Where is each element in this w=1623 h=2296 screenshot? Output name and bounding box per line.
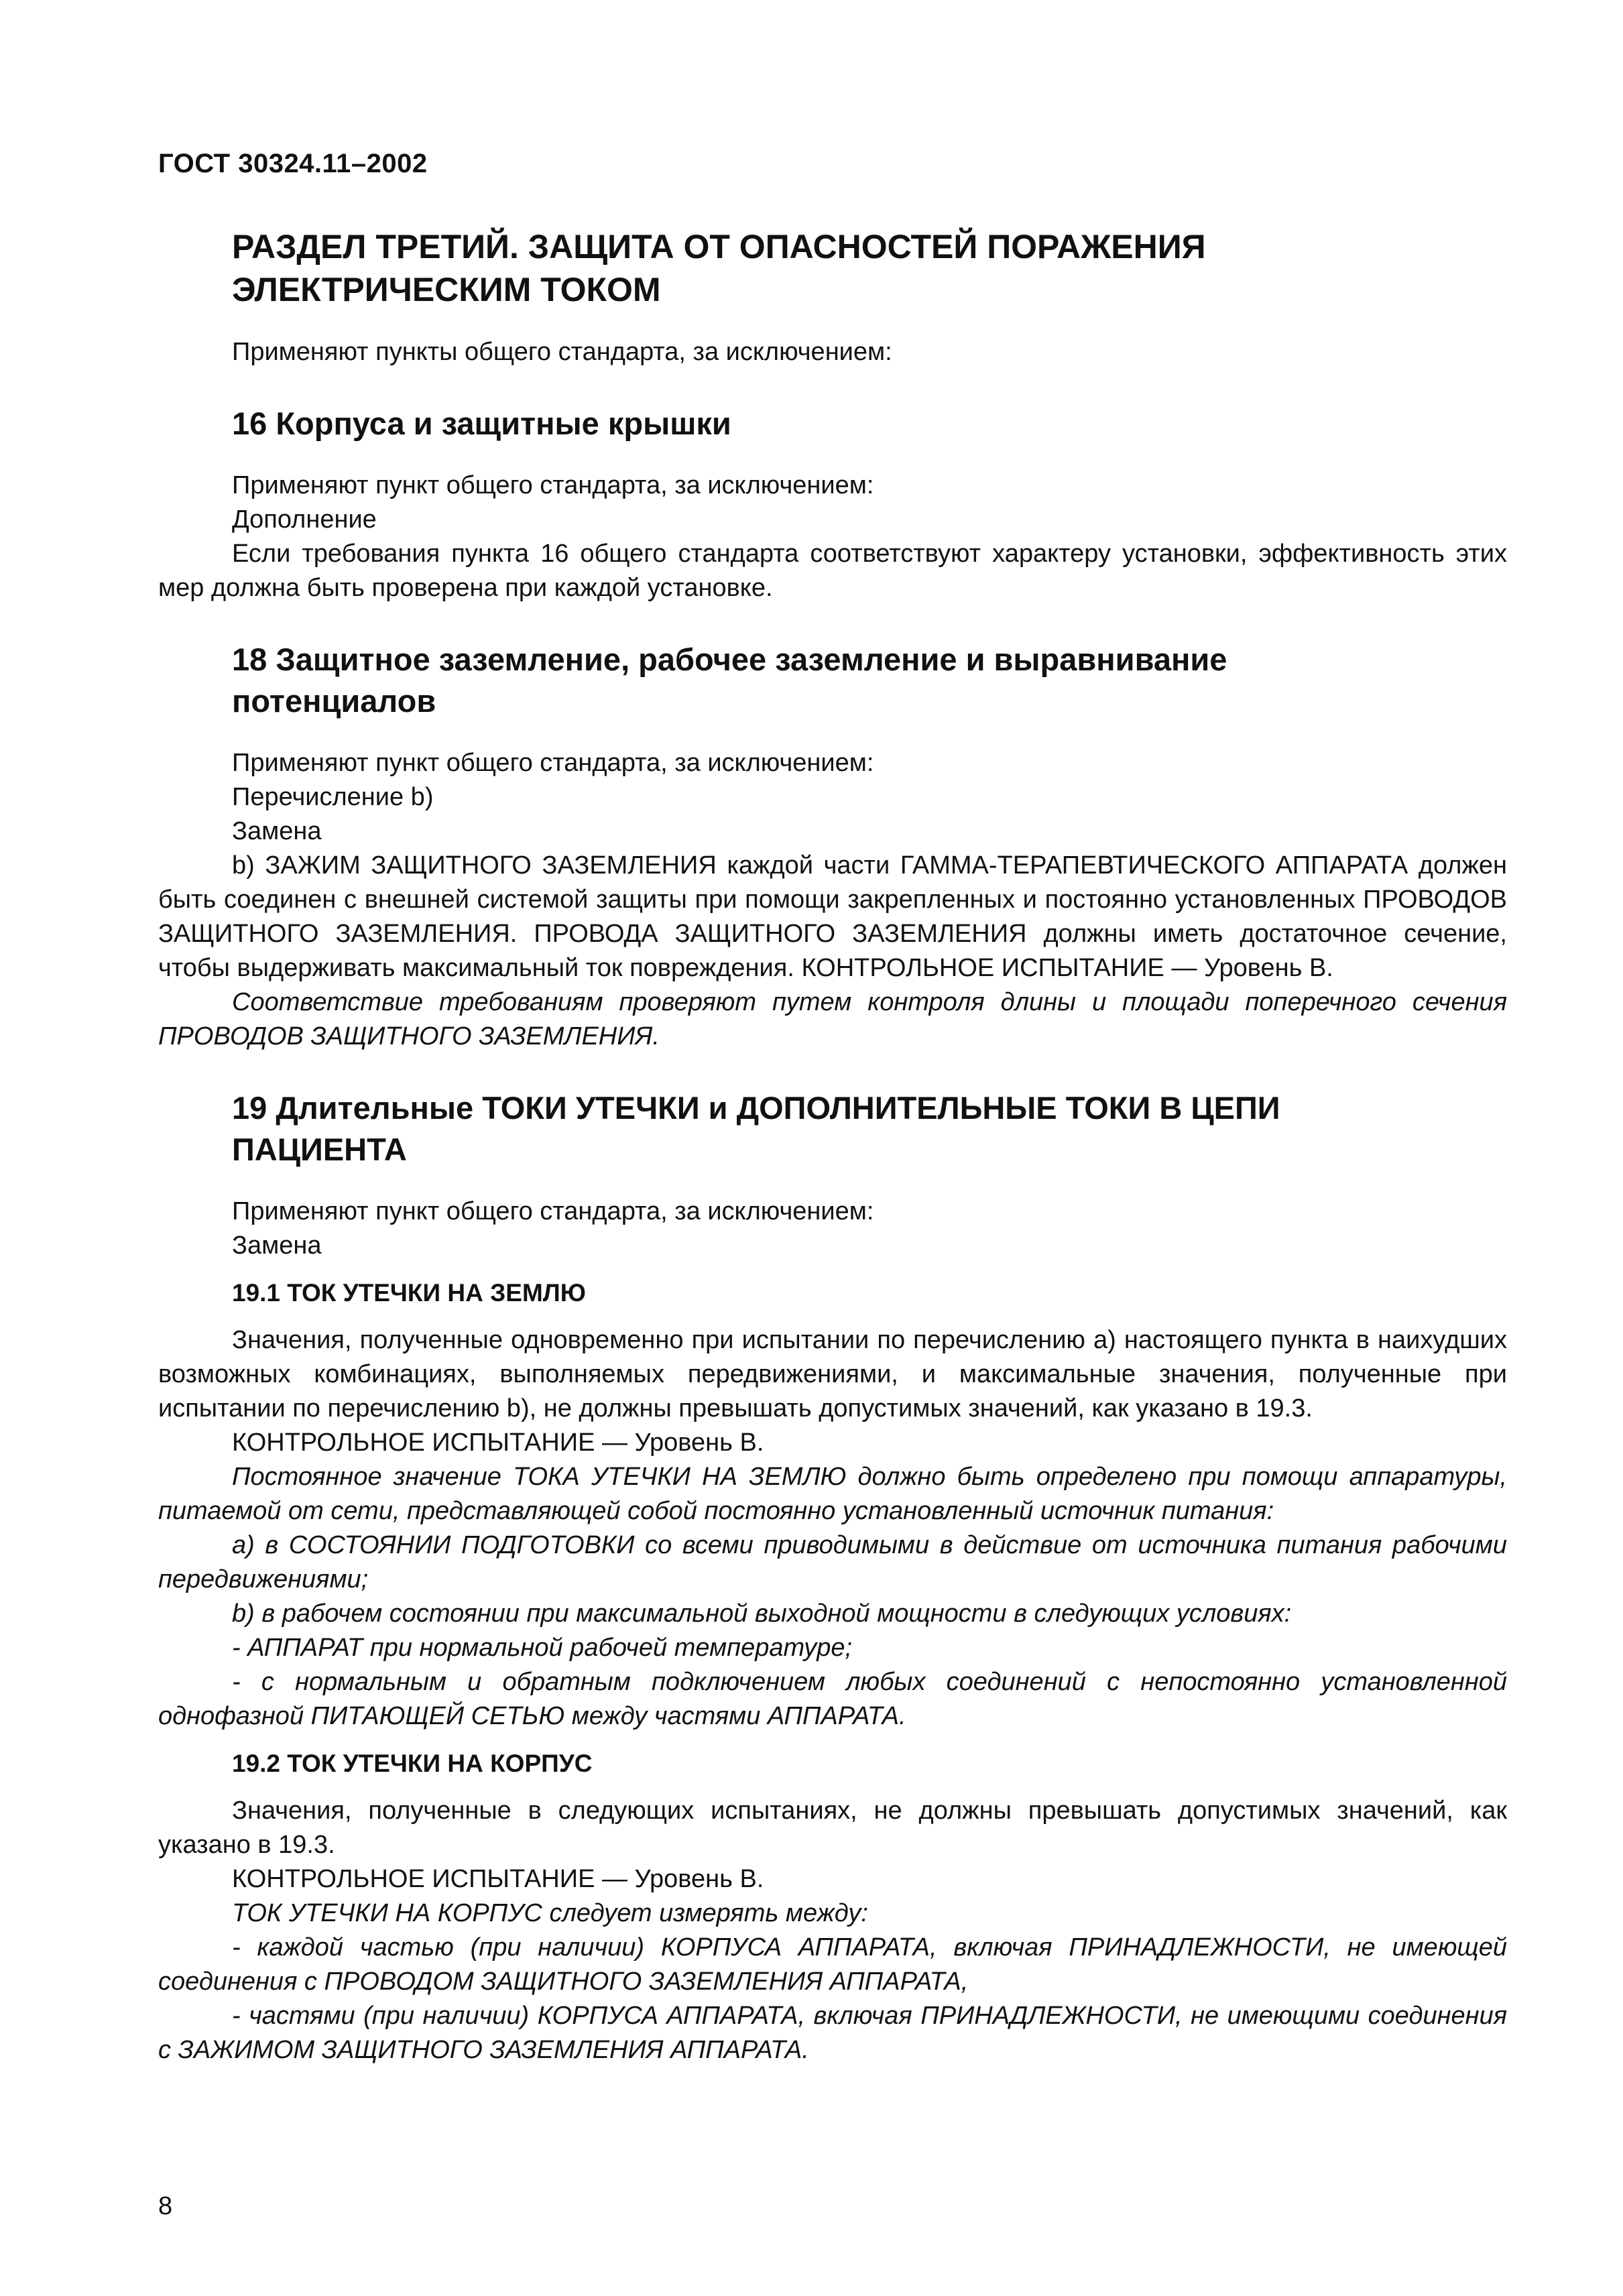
paragraph: Замена: [232, 817, 322, 845]
section-title-line: ЭЛЕКТРИЧЕСКИМ ТОКОМ: [232, 271, 661, 308]
paragraph: Значения, полученные одновременно при испытании по перечислению а) настоящего пункта в наихудших возможных комбинациях, выполняемых передвижениями, и максимальные значения, полученные при испытании по перечислению b), не должны превышать допустимых значений, как указано в 19.3.: [158, 1326, 1507, 1423]
paragraph-italic: - с нормальным и обратным подключением любых соединений с непостоянно установленной однофазной ПИТАЮЩЕЙ СЕТЬЮ между частями АППАРАТА.: [158, 1668, 1507, 1730]
section-title-line: РАЗДЕЛ ТРЕТИЙ. ЗАЩИТА ОТ ОПАСНОСТЕЙ ПОРАЖЕНИЯ: [232, 228, 1206, 265]
paragraph: Если требования пункта 16 общего стандарта соответствуют характеру установки, эффективность этих мер должна быть проверена при каждой установке.: [158, 540, 1507, 602]
paragraph: Применяют пункт общего стандарта, за исключением:: [232, 1197, 874, 1225]
clause-19-title: [232, 1087, 1507, 1170]
clause-title-line: ПАЦИЕНТА: [232, 1132, 407, 1167]
page-number: 8: [158, 2192, 173, 2220]
section-title: [232, 225, 1507, 311]
clause-16-title: 16 Корпуса и защитные крышки: [232, 406, 731, 441]
clause-title-line: 18 Защитное заземление, рабочее заземление и выравнивание: [232, 642, 1227, 677]
paragraph: Применяют пункт общего стандарта, за исключением:: [232, 471, 874, 499]
paragraph: b) ЗАЖИМ ЗАЩИТНОГО ЗАЗЕМЛЕНИЯ каждой части ГАММА-ТЕРАПЕВТИЧЕСКОГО АППАРАТА должен быть соединен с внешней системой защиты при помощи закрепленных и постоянно установленных ПРОВОДОВ ЗАЩИТНОГО ЗАЗЕМЛЕНИЯ. ПРОВОДА ЗАЩИТНОГО ЗАЗЕМЛЕНИЯ должны иметь достаточное сечение, чтобы выдерживать максимальный ток повреждения. КОНТРОЛЬНОЕ ИСПЫТАНИЕ — Уровень В.: [158, 851, 1507, 982]
paragraph: Применяют пункты общего стандарта, за исключением:: [232, 338, 892, 366]
clause-title-line: 19 Длительные ТОКИ УТЕЧКИ и ДОПОЛНИТЕЛЬНЫЕ ТОКИ В ЦЕПИ: [232, 1090, 1280, 1126]
standard-code-header: ГОСТ 30324.11–2002: [158, 149, 428, 178]
subclause-19-1-title: 19.1 ТОК УТЕЧКИ НА ЗЕМЛЮ: [232, 1279, 586, 1307]
paragraph-italic: Постоянное значение ТОКА УТЕЧКИ НА ЗЕМЛЮ должно быть определено при помощи аппаратуры, питаемой от сети, представляющей собой постоянно установленный источник питания:: [158, 1463, 1507, 1525]
clause-18-title: [232, 639, 1507, 722]
paragraph: Замена: [232, 1231, 322, 1260]
subclause-19-2-title: 19.2 ТОК УТЕЧКИ НА КОРПУС: [232, 1750, 593, 1777]
paragraph-italic: а) в СОСТОЯНИИ ПОДГОТОВКИ со всеми приводимыми в действие от источника питания рабочими передвижениями;: [158, 1531, 1507, 1593]
document-body: [158, 225, 1507, 2067]
paragraph: КОНТРОЛЬНОЕ ИСПЫТАНИЕ — Уровень В.: [232, 1429, 764, 1457]
paragraph: Значения, полученные в следующих испытаниях, не должны превышать допустимых значений, как указано в 19.3.: [158, 1797, 1507, 1859]
paragraph-italic: b) в рабочем состоянии при максимальной выходной мощности в следующих условиях:: [232, 1599, 1292, 1628]
paragraph: Дополнение: [232, 505, 377, 534]
paragraph-italic: - АППАРАТ при нормальной рабочей температуре;: [232, 1634, 853, 1662]
clause-title-line: потенциалов: [232, 683, 436, 719]
paragraph-italic: Соответствие требованиям проверяют путем контроля длины и площади поперечного сечения ПРОВОДОВ ЗАЩИТНОГО ЗАЗЕМЛЕНИЯ.: [158, 988, 1507, 1050]
paragraph: Применяют пункт общего стандарта, за исключением:: [232, 749, 874, 777]
paragraph: Перечисление b): [232, 783, 434, 811]
paragraph: КОНТРОЛЬНОЕ ИСПЫТАНИЕ — Уровень В.: [232, 1865, 764, 1893]
paragraph-italic: - частями (при наличии) КОРПУСА АППАРАТА, включая ПРИНАДЛЕЖНОСТИ, не имеющими соединения с ЗАЖИМОМ ЗАЩИТНОГО ЗАЗЕМЛЕНИЯ АППАРАТА.: [158, 2002, 1507, 2064]
paragraph-italic: - каждой частью (при наличии) КОРПУСА АППАРАТА, включая ПРИНАДЛЕЖНОСТИ, не имеющей соединения с ПРОВОДОМ ЗАЩИТНОГО ЗАЗЕМЛЕНИЯ АППАРАТА,: [158, 1933, 1507, 1996]
paragraph-italic: ТОК УТЕЧКИ НА КОРПУС следует измерять между:: [232, 1899, 868, 1927]
